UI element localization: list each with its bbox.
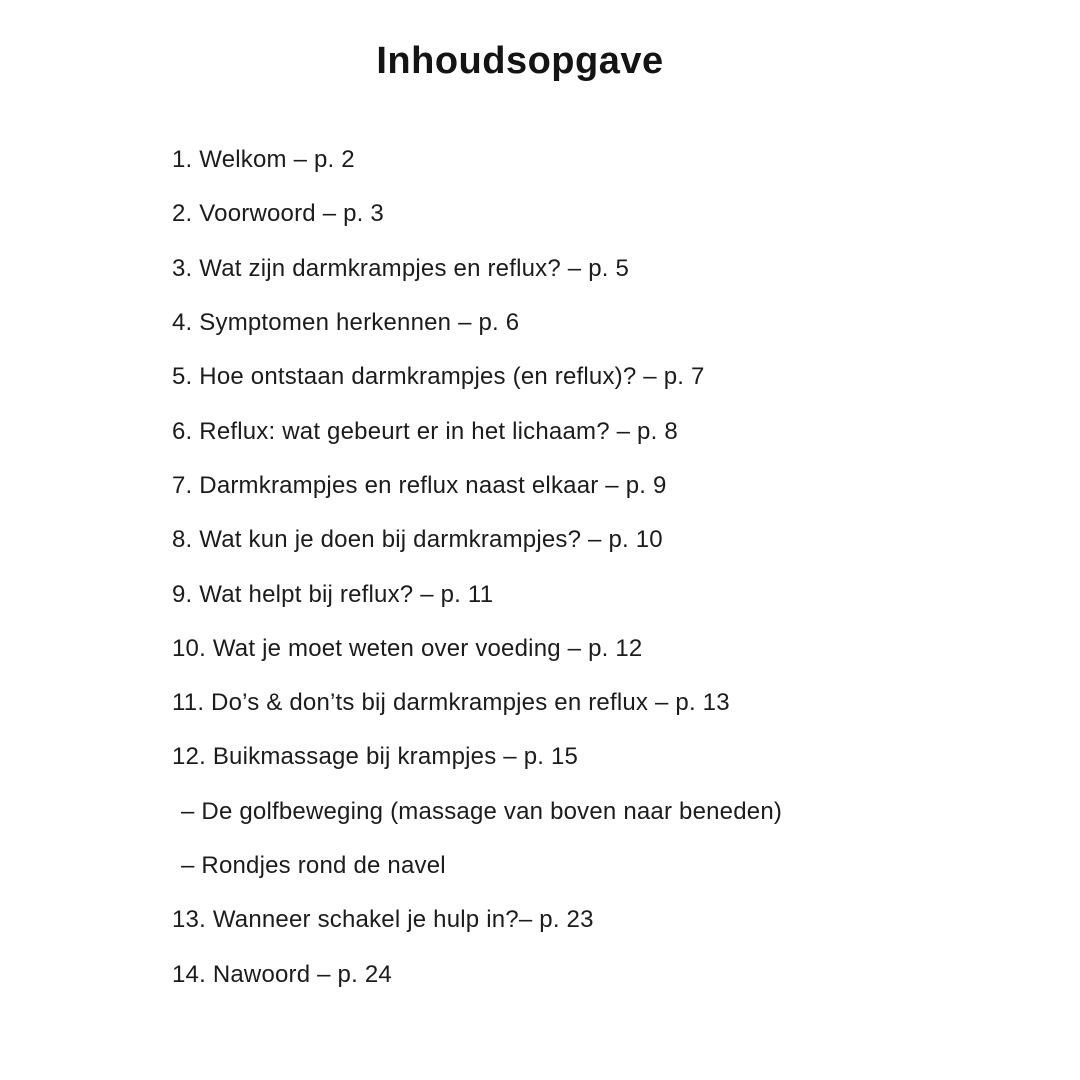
table-of-contents bbox=[172, 133, 1020, 1002]
toc-item-10: 10. Wat je moet weten over voeding – p. 12 bbox=[172, 634, 643, 662]
toc-item-9: 9. Wat helpt bij reflux? – p. 11 bbox=[172, 580, 494, 608]
toc-subitem-2: – Rondjes rond de navel bbox=[181, 852, 446, 879]
toc-item-6: 6. Reflux: wat gebeurt er in het lichaam? – p. 8 bbox=[172, 417, 678, 445]
toc-item-13: 13. Wanneer schakel je hulp in?– p. 23 bbox=[172, 906, 594, 934]
toc-item-4: 4. Symptomen herkennen – p. 6 bbox=[172, 309, 520, 337]
toc-item-2: 2. Voorwoord – p. 3 bbox=[172, 200, 384, 228]
toc-item-8: 8. Wat kun je doen bij darmkrampjes? – p. 10 bbox=[172, 526, 663, 554]
toc-item-7: 7. Darmkrampjes en reflux naast elkaar – p. 9 bbox=[172, 471, 667, 499]
toc-subitem-1: – De golfbeweging (massage van boven naar beneden) bbox=[181, 797, 783, 825]
toc-item-14: 14. Nawoord – p. 24 bbox=[172, 960, 392, 988]
toc-item-11: 11. Do’s & don’ts bij darmkrampjes en reflux – p. 13 bbox=[172, 689, 730, 717]
toc-item-1: 1. Welkom – p. 2 bbox=[172, 146, 355, 174]
toc-item-12: 12. Buikmassage bij krampjes – p. 15 bbox=[172, 743, 579, 771]
toc-item-5: 5. Hoe ontstaan darmkrampjes (en reflux)? – p. 7 bbox=[172, 363, 705, 391]
toc-item-3: 3. Wat zijn darmkrampjes en reflux? – p. 5 bbox=[172, 254, 630, 282]
page-title: Inhoudsopgave bbox=[376, 40, 664, 82]
